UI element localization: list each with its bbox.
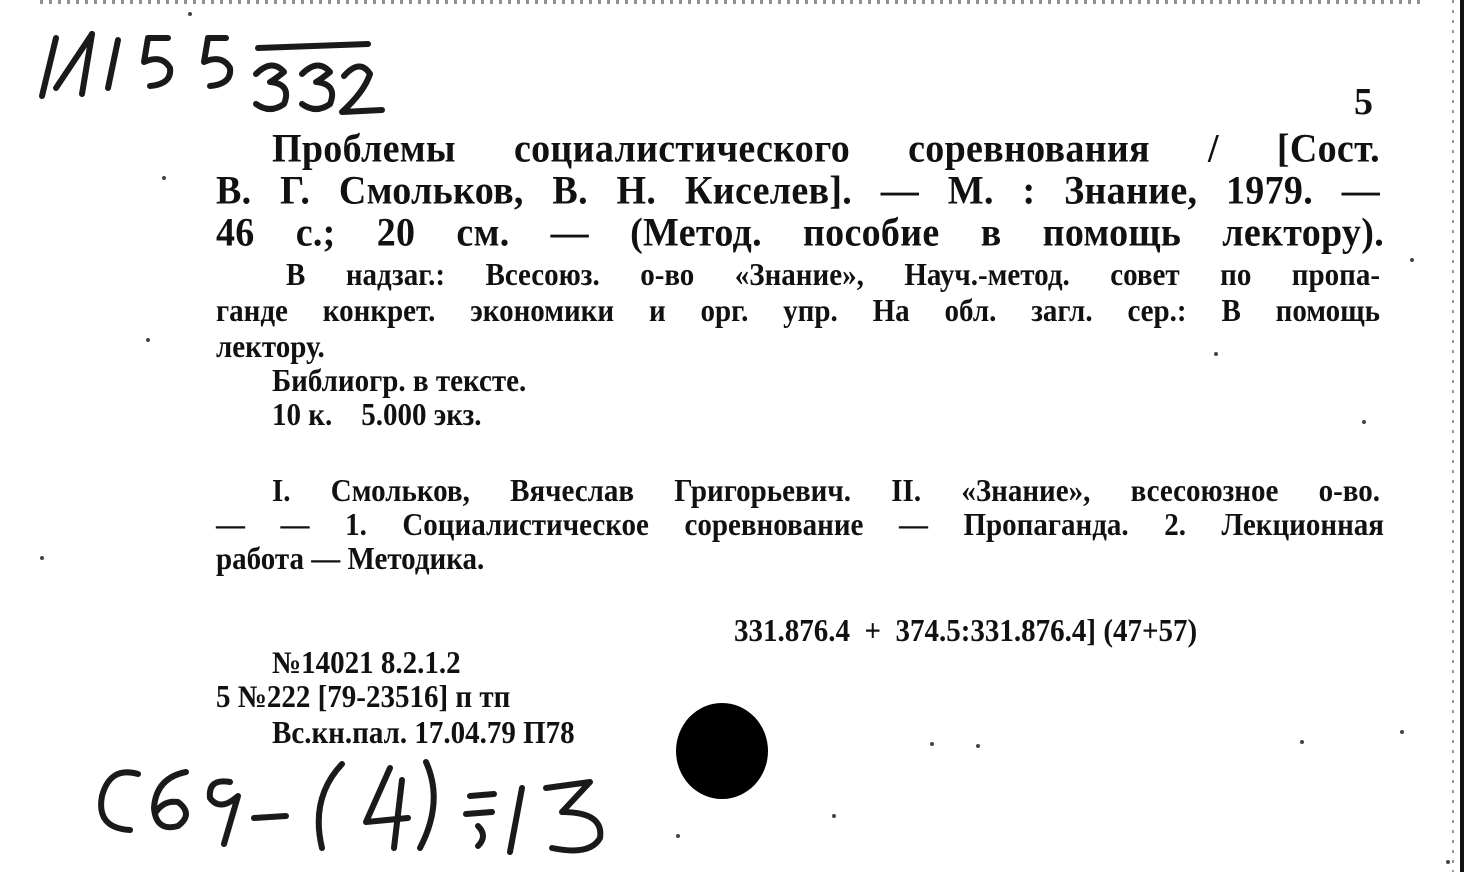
chamber-number: 5 №222 [79-23516] п тп xyxy=(216,680,511,715)
title-line-3: 46 с.; 20 см. — (Метод. пособие в помощь лектору). xyxy=(216,211,1384,256)
speck xyxy=(146,338,150,342)
tracings-line-3: работа — Методика. xyxy=(216,542,485,577)
notes-line-1: В надзаг.: Всесоюз. о-во «Знание», Науч.-метод. совет по пропа- xyxy=(286,258,1380,293)
classification-index: 331.876.4 + 374.5:331.876.4] (47+57) xyxy=(734,614,1198,649)
notes-line-2: ганде конкрет. экономики и орг. упр. На обл. загл. сер.: В помощь xyxy=(216,294,1380,329)
card-number: 5 xyxy=(1354,81,1373,123)
speck xyxy=(930,742,934,746)
tracings-line-2: — — 1. Социалистическое соревнование — Пропаганда. 2. Лекционная xyxy=(216,508,1384,543)
card-right-edge-shadow xyxy=(1452,0,1454,872)
title-line-2: В. Г. Смольков, В. Н. Киселев]. — М. : Знание, 1979. — xyxy=(216,169,1380,214)
speck xyxy=(1362,420,1366,424)
speck xyxy=(1410,258,1414,262)
handwritten-shelf-mark xyxy=(30,18,390,118)
speck xyxy=(832,814,836,818)
tracings-line-1: I. Смольков, Вячеслав Григорьевич. II. «Знание», всесоюзное о-во. xyxy=(272,474,1380,509)
speck xyxy=(40,556,44,560)
speck xyxy=(1300,740,1304,744)
punch-hole xyxy=(676,703,768,799)
speck xyxy=(1446,860,1450,864)
order-number: №14021 8.2.1.2 xyxy=(272,646,461,681)
speck xyxy=(676,834,680,838)
notes-line-3: лектору. xyxy=(216,330,325,365)
chamber-date: Вс.кн.пал. 17.04.79 П78 xyxy=(272,716,575,751)
speck xyxy=(976,744,980,748)
card-right-edge xyxy=(1460,0,1464,872)
price-print-run: 10 к. 5.000 экз. xyxy=(272,398,482,433)
card-top-edge xyxy=(40,0,1420,4)
speck xyxy=(188,12,192,16)
speck xyxy=(1400,730,1404,734)
title-line-1: Проблемы социалистического соревнования / [Сост. xyxy=(272,127,1380,172)
handwritten-classification xyxy=(90,752,650,862)
speck xyxy=(1214,352,1218,356)
speck xyxy=(162,176,166,180)
bibliography-note: Библиогр. в тексте. xyxy=(272,364,527,399)
